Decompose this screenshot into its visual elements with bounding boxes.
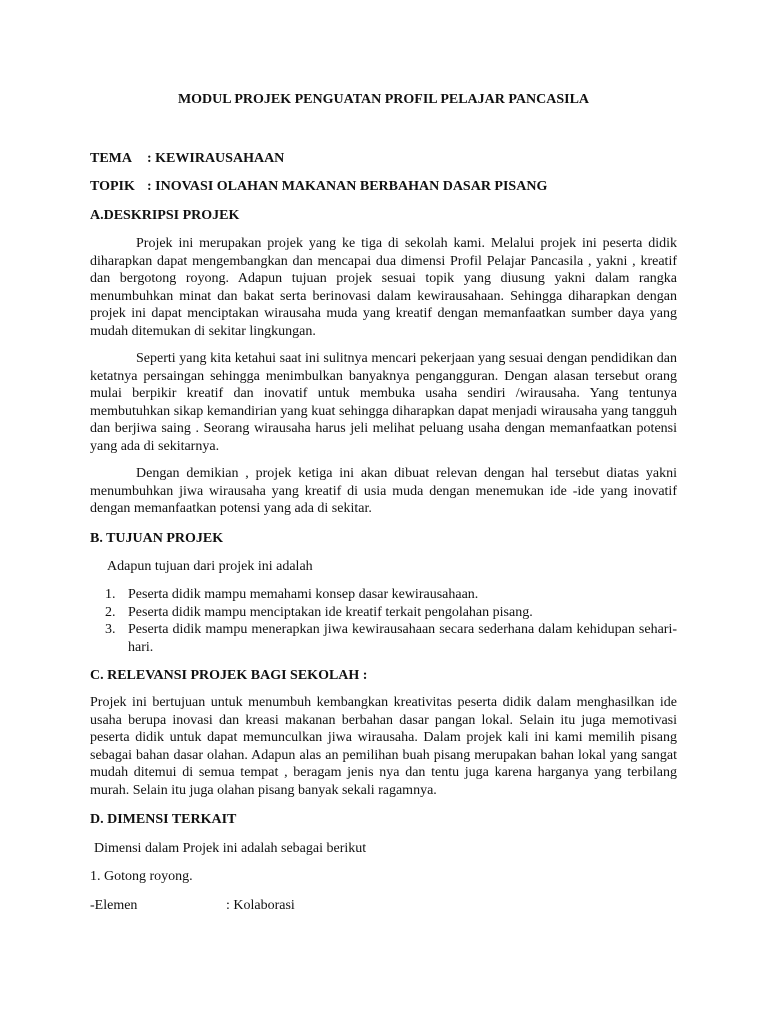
list-item — [105, 586, 677, 604]
section-a-paragraph-3: Dengan demikian , projek ketiga ini akan dibuat relevan dengan hal tersebut diatas yakni menumbuhkan jiwa wirausaha yang kreatif di usia muda dengan menemukan ide -ide yang inovatif dengan memanfaatkan potensi yang ada di sekitar. — [90, 466, 677, 516]
elemen-line — [90, 897, 295, 915]
list-item — [105, 621, 677, 656]
dimensi-item-1: 1. Gotong royong. — [90, 869, 193, 884]
tema-line — [90, 150, 284, 168]
elemen-label: -Elemen — [90, 898, 138, 913]
list-item-text: Peserta didik mampu menciptakan ide kreatif terkait pengolahan pisang. — [128, 604, 533, 620]
section-a-paragraph-1: Projek ini merupakan projek yang ke tiga di sekolah kami. Melalui projek ini peserta didik diharapkan dapat mengembangkan dan mencapai dua dimensi Profil Pelajar Pancasila , yakni , kreatif dan bergotong royong. Adapun tujuan projek sesuai topik yang diusung yakni dalam rangka menumbuhkan minat dan bakat serta berinovasi dalam kewirausahaan. Sehingga diharapkan dengan projek ini dapat menciptakan wirausaha muda yang kreatif dengan memanfaatkan sumber daya yang mudah ditemukan di sekitar lingkungan. — [90, 236, 677, 339]
section-d-intro: Dimensi dalam Projek ini adalah sebagai berikut — [94, 841, 367, 856]
list-item-number: 3. — [105, 622, 116, 637]
tujuan-list — [90, 586, 677, 656]
list-item-text: Peserta didik mampu memahami konsep dasar kewirausahaan. — [128, 587, 479, 602]
section-d-heading: D. DIMENSI TERKAIT — [90, 812, 237, 827]
section-c-heading: C. RELEVANSI PROJEK BAGI SEKOLAH : — [90, 668, 368, 683]
section-a-heading: A.DESKRIPSI PROJEK — [90, 208, 240, 223]
topik-label: TOPIK — [90, 179, 135, 194]
topik-line — [90, 178, 547, 196]
document-title: MODUL PROJEK PENGUATAN PROFIL PELAJAR PANCASILA — [177, 92, 590, 107]
section-b-heading: B. TUJUAN PROJEK — [90, 531, 224, 546]
section-c-paragraph: Projek ini bertujuan untuk menumbuh kembangkan kreativitas peserta didik dalam menghasilkan ide usaha berupa inovasi dan kreasi makanan berbahan dasar pangan lokal. Selain itu juga memotivasi peserta didik untuk dapat memunculkan jiwa wirausaha. Dalam projek kali ini kami memilih pisang sebagai bahan dasar olahan. Adapun alas an pemilihan buah pisang merupakan bahan lokal yang sangat mudah ditemui di semua tempat , beragam jenis nya dan tentu juga karena harganya yang terbilang murah. Selain itu juga olahan pisang banyak sekali ragamnya. — [90, 695, 677, 798]
document-page — [90, 0, 677, 1024]
section-a-paragraph-2: Seperti yang kita ketahui saat ini sulitnya mencari pekerjaan yang sesuai dengan pendidikan dan ketatnya persaingan sehingga menimbulkan banyaknya pengangguran. Dengan alasan tersebut orang mulai berpikir kreatif dan inovatif untuk membuka usaha sendiri /wirausaha. Yang tentunya membutuhkan sikap kemandirian yang kuat sehingga diharapkan dapat menjadi wirausaha yang tangguh dan berjiwa saing . Seorang wirausaha harus jeli melihat peluang usaha dengan memanfaatkan potensi yang ada di sekitarnya. — [90, 351, 677, 454]
elemen-value: : Kolaborasi — [226, 898, 295, 913]
list-item — [105, 604, 677, 622]
list-item-number: 2. — [105, 604, 116, 620]
tema-label: TEMA — [90, 151, 132, 166]
section-b-intro: Adapun tujuan dari projek ini adalah — [107, 559, 313, 574]
topik-value: : INOVASI OLAHAN MAKANAN BERBAHAN DASAR PISANG — [147, 179, 548, 194]
list-item-text: Peserta didik mampu menerapkan jiwa kewirausahaan secara sederhana dalam kehidupan sehari-hari. — [128, 622, 677, 655]
tema-value: : KEWIRAUSAHAAN — [147, 151, 285, 166]
list-item-number: 1. — [105, 587, 116, 602]
